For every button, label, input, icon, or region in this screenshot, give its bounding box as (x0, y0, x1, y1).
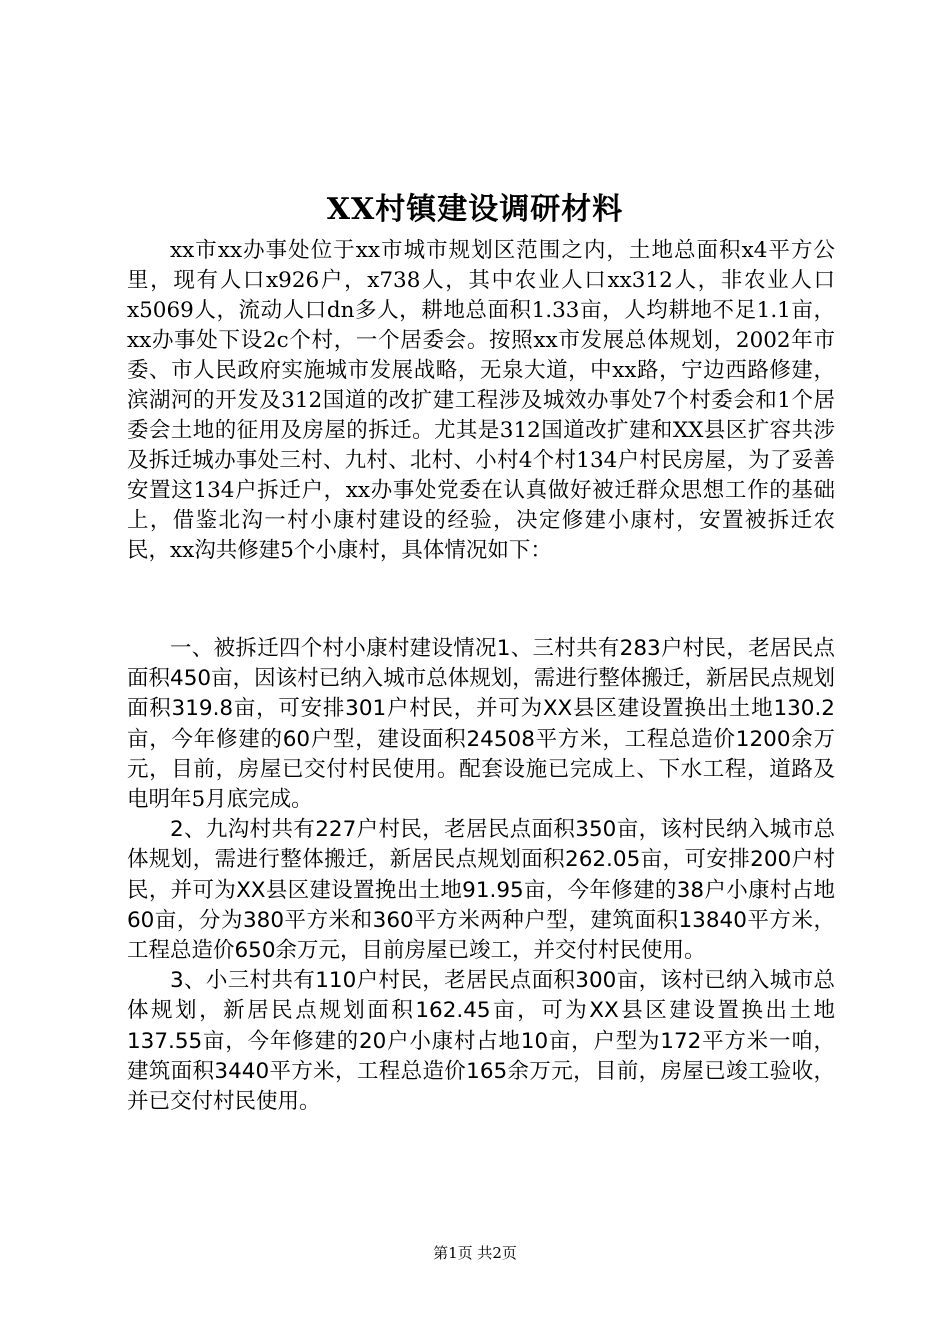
paragraph-intro: xx市xx办事处位于xx市城市规划区范围之内，土地总面积x4平方公里，现有人口x926户，x738人，其中农业人口xx312人，非农业人口x5069人，流动人口dn多人，耕地总面积1.33亩，人均耕地不足1.1亩，xx办事处下设2c个村，一个居委会。按照xx市发展总体规划，2002年市委、市人民政府实施城市发展战略，无泉大道，中xx路，宁边西路修建，滨湖河的开发及312国道的改扩建工程涉及城效办事处7个村委会和1个居委会土地的征用及房屋的拆迁。尤其是312国道改扩建和XX县区扩容共涉及拆迁城办事处三村、九村、北村、小村4个村134户村民房屋，为了妥善安置这134户拆迁户，xx办事处党委在认真做好被迁群众思想工作的基础上，借鉴北沟一村小康村建设的经验，决定修建小康村，安置被拆迁农民，xx沟共修建5个小康村，具体情况如下： (127, 238, 835, 563)
paragraph-section-1-tail: 配套设施已完成上、下水工程，道路及电明年5月底完成。 (127, 756, 835, 813)
paragraph-section-1-main: 一、被拆迁四个村小康村建设情况1、三村共有283户村民，老居民点面积450亩，因该村已纳入城市总体规划，需进行整体搬迁，新居民点规划面积319.8亩，可安排301户村民，并可为XX县区建设置换出土地130.2亩，今年修建的60户型，建设面积24508平方米，工程总造价1200余万元，目前，房屋已交付村民使用。 (127, 636, 835, 782)
page-footer: 第1页 共2页 (433, 1244, 517, 1262)
paragraph-section-1 (127, 634, 835, 815)
paragraph-section-2: 2、九沟村共有227户村民，老居民点面积350亩，该村民纳入城市总体规划，需进行整体搬迁，新居民点规划面积262.05亩，可安排200户村民，并可为XX县区建设置挽出土地91.95亩，今年修建的38户小康村占地60亩，分为380平方米和360平方米两种户型，建筑面积13840平方米，工程总造价650余万元，目前房屋已竣工，并交付村民使用。 (127, 817, 835, 964)
document-title: XX村镇建设调研材料 (326, 192, 624, 227)
paragraph-section-3: 3、小三村共有110户村民，老居民点面积300亩，该村已纳入城市总体规划，新居民点规划面积162.45亩，可为XX县区建设置换出土地137.55亩，今年修建的20户小康村占地10亩，户型为172平方米一咱，建筑面积3440平方米，工程总造价165余万元，目前，房屋已竣工验收，并已交付村民使用。 (127, 968, 835, 1115)
body-section-sans (127, 634, 835, 1117)
body-section-serif (127, 236, 835, 566)
